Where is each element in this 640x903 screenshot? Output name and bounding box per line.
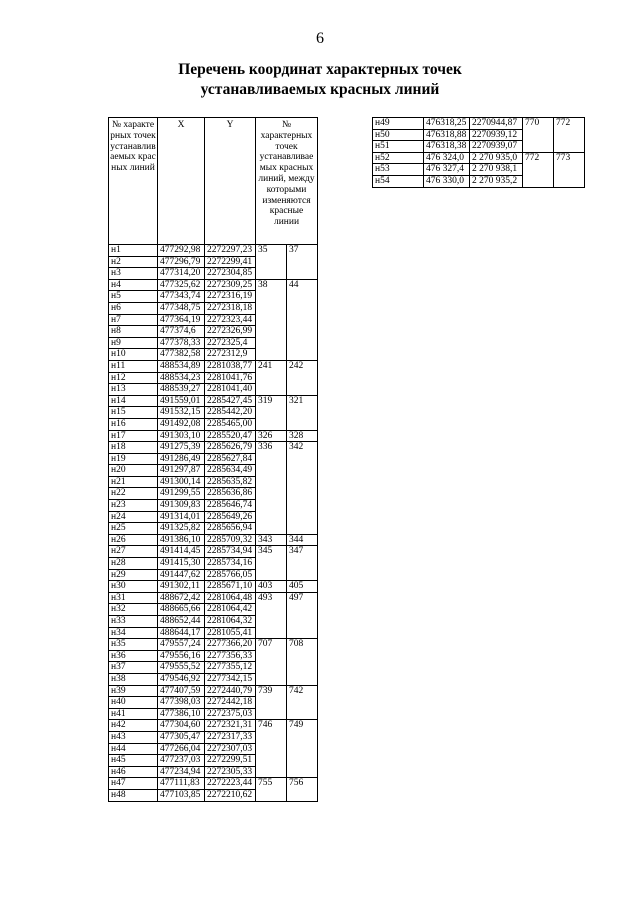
header-y: Y <box>205 118 256 245</box>
header-x: X <box>158 118 205 245</box>
y-cell: 2270939,12 <box>470 129 523 141</box>
y-cell: 2272442,18 <box>205 697 256 709</box>
y-cell: 2272312,9 <box>205 349 256 361</box>
y-cell: 2285465,00 <box>205 418 256 430</box>
x-cell: 477305,47 <box>158 731 205 743</box>
y-cell: 2272325,4 <box>205 337 256 349</box>
title-line-1: Перечень координат характерных точек <box>178 61 462 78</box>
line-point-from-cell: 772 <box>523 152 554 187</box>
y-cell: 2272323,44 <box>205 314 256 326</box>
y-cell: 2 270 935,0 <box>470 152 523 164</box>
y-cell: 2272307,03 <box>205 743 256 755</box>
y-cell: 2285626,79 <box>205 442 256 454</box>
line-point-to-cell: 772 <box>554 118 585 153</box>
y-cell: 2270944,87 <box>470 118 523 130</box>
x-cell: 477343,74 <box>158 291 205 303</box>
x-cell: 491303,10 <box>158 430 205 442</box>
line-point-from-cell: 746 <box>256 720 287 778</box>
y-cell: 2 270 938,1 <box>470 164 523 176</box>
x-cell: 491309,83 <box>158 500 205 512</box>
point-cell: н32 <box>109 604 158 616</box>
x-cell: 491414,45 <box>158 546 205 558</box>
point-cell: н9 <box>109 337 158 349</box>
point-cell: н14 <box>109 395 158 407</box>
y-cell: 2272375,03 <box>205 708 256 720</box>
point-cell: н13 <box>109 384 158 396</box>
point-cell: н53 <box>373 164 424 176</box>
x-cell: 477382,58 <box>158 349 205 361</box>
y-cell: 2285627,84 <box>205 453 256 465</box>
line-point-from-cell: 345 <box>256 546 287 581</box>
point-cell: н3 <box>109 268 158 280</box>
y-cell: 2285766,05 <box>205 569 256 581</box>
point-cell: н26 <box>109 534 158 546</box>
point-cell: н38 <box>109 673 158 685</box>
y-cell: 2272317,33 <box>205 731 256 743</box>
point-cell: н17 <box>109 430 158 442</box>
line-point-from-cell: 707 <box>256 639 287 685</box>
y-cell: 2281038,77 <box>205 360 256 372</box>
point-cell: н46 <box>109 766 158 778</box>
table-row <box>109 778 318 790</box>
y-cell: 2277342,15 <box>205 673 256 685</box>
x-cell: 488644,17 <box>158 627 205 639</box>
line-point-to-cell: 773 <box>554 152 585 187</box>
x-cell: 476318,88 <box>424 129 470 141</box>
y-cell: 2272321,31 <box>205 720 256 732</box>
y-cell: 2285442,20 <box>205 407 256 419</box>
line-point-from-cell: 739 <box>256 685 287 720</box>
point-cell: н25 <box>109 523 158 535</box>
y-cell: 2277366,20 <box>205 639 256 651</box>
y-cell: 2272305,33 <box>205 766 256 778</box>
x-cell: 488672,42 <box>158 592 205 604</box>
point-cell: н40 <box>109 697 158 709</box>
x-cell: 476 324,0 <box>424 152 470 164</box>
x-cell: 491300,14 <box>158 476 205 488</box>
y-cell: 2272223,44 <box>205 778 256 790</box>
x-cell: 488665,66 <box>158 604 205 616</box>
x-cell: 477364,19 <box>158 314 205 326</box>
line-point-from-cell: 336 <box>256 442 287 535</box>
x-cell: 491492,08 <box>158 418 205 430</box>
line-point-to-cell: 328 <box>287 430 318 442</box>
point-cell: н20 <box>109 465 158 477</box>
point-cell: н33 <box>109 616 158 628</box>
x-cell: 491302,11 <box>158 581 205 593</box>
x-cell: 491386,10 <box>158 534 205 546</box>
x-cell: 477314,20 <box>158 268 205 280</box>
x-cell: 477234,94 <box>158 766 205 778</box>
point-cell: н52 <box>373 152 424 164</box>
line-point-to-cell: 44 <box>287 279 318 360</box>
y-cell: 2272304,85 <box>205 268 256 280</box>
y-cell: 2270939,07 <box>470 141 523 153</box>
table-row <box>109 360 318 372</box>
x-cell: 477103,85 <box>158 789 205 801</box>
title-line-2: устанавливаемых красных линий <box>200 81 440 98</box>
table-row <box>109 581 318 593</box>
y-cell: 2281041,40 <box>205 384 256 396</box>
line-point-to-cell: 405 <box>287 581 318 593</box>
y-cell: 2285520,47 <box>205 430 256 442</box>
point-cell: н54 <box>373 175 424 187</box>
y-cell: 2272318,18 <box>205 302 256 314</box>
coordinates-table <box>108 117 318 802</box>
point-cell: н19 <box>109 453 158 465</box>
page-number: 6 <box>316 30 324 47</box>
y-cell: 2272326,99 <box>205 326 256 338</box>
line-point-to-cell: 708 <box>287 639 318 685</box>
y-cell: 2272316,19 <box>205 291 256 303</box>
line-point-from-cell: 38 <box>256 279 287 360</box>
x-cell: 477292,98 <box>158 245 205 257</box>
line-point-from-cell: 319 <box>256 395 287 430</box>
table-row <box>109 430 318 442</box>
x-cell: 491314,01 <box>158 511 205 523</box>
table-row <box>109 534 318 546</box>
x-cell: 476318,38 <box>424 141 470 153</box>
y-cell: 2281041,76 <box>205 372 256 384</box>
y-cell: 2272299,41 <box>205 256 256 268</box>
page-title <box>0 60 640 100</box>
x-cell: 477304,60 <box>158 720 205 732</box>
point-cell: н36 <box>109 650 158 662</box>
x-cell: 491532,15 <box>158 407 205 419</box>
point-cell: н47 <box>109 778 158 790</box>
y-cell: 2285734,94 <box>205 546 256 558</box>
y-cell: 2272440,79 <box>205 685 256 697</box>
point-cell: н21 <box>109 476 158 488</box>
x-cell: 488652,44 <box>158 616 205 628</box>
x-cell: 479555,52 <box>158 662 205 674</box>
y-cell: 2285649,26 <box>205 511 256 523</box>
line-point-from-cell: 241 <box>256 360 287 395</box>
x-cell: 491559,01 <box>158 395 205 407</box>
line-point-from-cell: 35 <box>256 245 287 280</box>
x-cell: 476 327,4 <box>424 164 470 176</box>
point-cell: н2 <box>109 256 158 268</box>
x-cell: 477407,59 <box>158 685 205 697</box>
point-cell: н8 <box>109 326 158 338</box>
point-cell: н15 <box>109 407 158 419</box>
point-cell: н39 <box>109 685 158 697</box>
y-cell: 2272309,25 <box>205 279 256 291</box>
x-cell: 488539,27 <box>158 384 205 396</box>
x-cell: 491275,39 <box>158 442 205 454</box>
line-point-to-cell: 37 <box>287 245 318 280</box>
y-cell: 2272299,51 <box>205 755 256 767</box>
point-cell: н28 <box>109 558 158 570</box>
table-row <box>373 152 585 164</box>
y-cell: 2281064,48 <box>205 592 256 604</box>
y-cell: 2281064,32 <box>205 616 256 628</box>
y-cell: 2285671,10 <box>205 581 256 593</box>
table-row <box>109 720 318 732</box>
line-point-to-cell: 342 <box>287 442 318 535</box>
x-cell: 477296,79 <box>158 256 205 268</box>
point-cell: н49 <box>373 118 424 130</box>
y-cell: 2285734,16 <box>205 558 256 570</box>
point-cell: н16 <box>109 418 158 430</box>
x-cell: 477266,04 <box>158 743 205 755</box>
point-cell: н23 <box>109 500 158 512</box>
point-cell: н35 <box>109 639 158 651</box>
line-point-to-cell: 344 <box>287 534 318 546</box>
point-cell: н18 <box>109 442 158 454</box>
line-point-to-cell: 321 <box>287 395 318 430</box>
table-row <box>109 685 318 697</box>
point-cell: н50 <box>373 129 424 141</box>
line-point-from-cell: 770 <box>523 118 554 153</box>
x-cell: 476318,25 <box>424 118 470 130</box>
point-cell: н6 <box>109 302 158 314</box>
y-cell: 2285646,74 <box>205 500 256 512</box>
point-cell: н37 <box>109 662 158 674</box>
x-cell: 479546,92 <box>158 673 205 685</box>
x-cell: 491447,62 <box>158 569 205 581</box>
x-cell: 477386,10 <box>158 708 205 720</box>
x-cell: 476 330,0 <box>424 175 470 187</box>
point-cell: н42 <box>109 720 158 732</box>
line-point-to-cell: 749 <box>287 720 318 778</box>
side-coordinates-table <box>372 117 585 188</box>
point-cell: н34 <box>109 627 158 639</box>
y-cell: 2 270 935,2 <box>470 175 523 187</box>
point-cell: н5 <box>109 291 158 303</box>
x-cell: 488534,23 <box>158 372 205 384</box>
line-point-to-cell: 497 <box>287 592 318 638</box>
point-cell: н7 <box>109 314 158 326</box>
x-cell: 491286,49 <box>158 453 205 465</box>
line-point-from-cell: 343 <box>256 534 287 546</box>
y-cell: 2285634,49 <box>205 465 256 477</box>
line-point-to-cell: 347 <box>287 546 318 581</box>
point-cell: н29 <box>109 569 158 581</box>
point-cell: н22 <box>109 488 158 500</box>
line-point-from-cell: 493 <box>256 592 287 638</box>
y-cell: 2281064,42 <box>205 604 256 616</box>
y-cell: 2285656,94 <box>205 523 256 535</box>
point-cell: н11 <box>109 360 158 372</box>
x-cell: 491297,87 <box>158 465 205 477</box>
point-cell: н44 <box>109 743 158 755</box>
x-cell: 477378,33 <box>158 337 205 349</box>
y-cell: 2285709,32 <box>205 534 256 546</box>
line-point-to-cell: 242 <box>287 360 318 395</box>
table-row <box>373 118 585 130</box>
y-cell: 2285427,45 <box>205 395 256 407</box>
point-cell: н45 <box>109 755 158 767</box>
line-point-from-cell: 755 <box>256 778 287 801</box>
x-cell: 491299,55 <box>158 488 205 500</box>
point-cell: н1 <box>109 245 158 257</box>
y-cell: 2281055,41 <box>205 627 256 639</box>
x-cell: 479556,16 <box>158 650 205 662</box>
table-row <box>109 245 318 257</box>
point-cell: н51 <box>373 141 424 153</box>
x-cell: 491325,82 <box>158 523 205 535</box>
line-point-to-cell: 742 <box>287 685 318 720</box>
table-row <box>109 639 318 651</box>
header-point-number: № характерных точек устанавливаемых красных линий <box>109 118 158 245</box>
table-row <box>109 279 318 291</box>
line-point-to-cell: 756 <box>287 778 318 801</box>
header-line-points: № характерных точек устанавливаемых красных линий, между которыми изменяются красные линии <box>256 118 318 245</box>
y-cell: 2285635,82 <box>205 476 256 488</box>
point-cell: н30 <box>109 581 158 593</box>
line-point-from-cell: 326 <box>256 430 287 442</box>
y-cell: 2277356,33 <box>205 650 256 662</box>
y-cell: 2285636,86 <box>205 488 256 500</box>
point-cell: н4 <box>109 279 158 291</box>
x-cell: 477325,62 <box>158 279 205 291</box>
table-row <box>109 546 318 558</box>
point-cell: н27 <box>109 546 158 558</box>
x-cell: 477374,6 <box>158 326 205 338</box>
x-cell: 477237,03 <box>158 755 205 767</box>
point-cell: н24 <box>109 511 158 523</box>
table-row <box>109 395 318 407</box>
point-cell: н12 <box>109 372 158 384</box>
point-cell: н31 <box>109 592 158 604</box>
x-cell: 491415,30 <box>158 558 205 570</box>
y-cell: 2277355,12 <box>205 662 256 674</box>
x-cell: 479557,24 <box>158 639 205 651</box>
x-cell: 477111,83 <box>158 778 205 790</box>
point-cell: н48 <box>109 789 158 801</box>
y-cell: 2272210,62 <box>205 789 256 801</box>
x-cell: 477398,03 <box>158 697 205 709</box>
point-cell: н10 <box>109 349 158 361</box>
table-row <box>109 442 318 454</box>
point-cell: н41 <box>109 708 158 720</box>
y-cell: 2272297,23 <box>205 245 256 257</box>
line-point-from-cell: 403 <box>256 581 287 593</box>
table-row <box>109 592 318 604</box>
point-cell: н43 <box>109 731 158 743</box>
x-cell: 488534,89 <box>158 360 205 372</box>
x-cell: 477348,75 <box>158 302 205 314</box>
